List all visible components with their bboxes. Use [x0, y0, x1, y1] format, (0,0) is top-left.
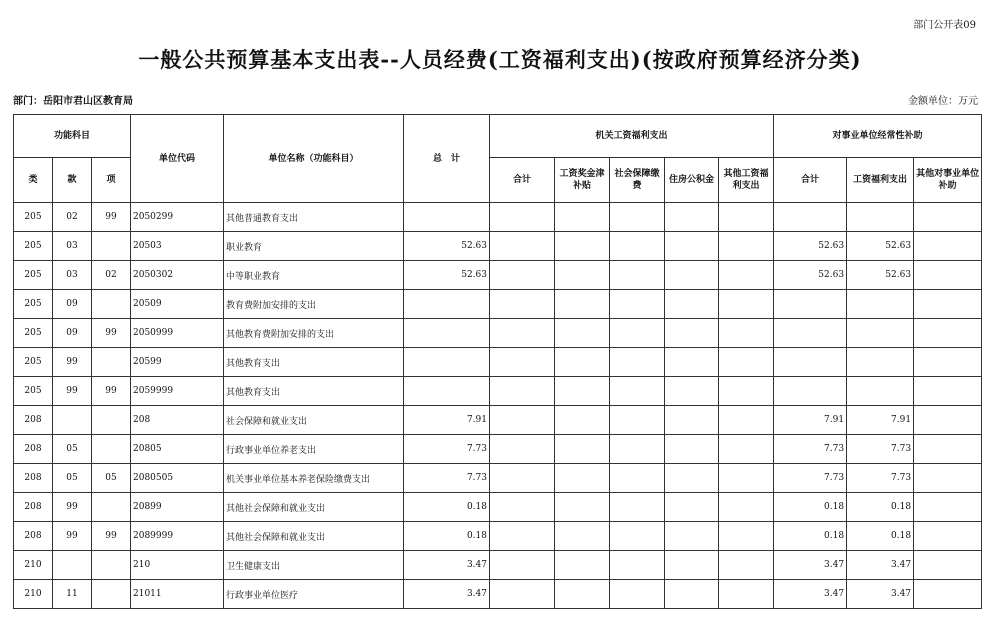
cell-unit-name: 其他教育支出	[224, 377, 404, 406]
cell-inst-subtotal: 7.73	[774, 464, 847, 493]
cell-unit-name: 教育费附加安排的支出	[224, 290, 404, 319]
cell-inst-subtotal	[774, 348, 847, 377]
cell-organ-social	[610, 348, 665, 377]
cell-inst-subtotal: 52.63	[774, 261, 847, 290]
cell-organ-housing	[665, 348, 719, 377]
cell-lei: 205	[14, 232, 53, 261]
cell-total	[404, 203, 490, 232]
cell-organ-social	[610, 580, 665, 609]
cell-organ-housing	[665, 261, 719, 290]
cell-organ-bonus	[555, 551, 610, 580]
cell-inst-wage	[847, 348, 914, 377]
cell-inst-other	[914, 377, 982, 406]
cell-organ-subtotal	[490, 551, 555, 580]
cell-unit-code: 2050999	[131, 319, 224, 348]
header-unit-name: 单位名称（功能科目）	[224, 115, 404, 203]
cell-xiang: 99	[92, 377, 131, 406]
cell-organ-social	[610, 319, 665, 348]
cell-xiang: 02	[92, 261, 131, 290]
cell-lei: 205	[14, 261, 53, 290]
table-row	[14, 580, 982, 609]
cell-unit-code: 20503	[131, 232, 224, 261]
cell-unit-name: 其他社会保障和就业支出	[224, 522, 404, 551]
cell-organ-social	[610, 290, 665, 319]
cell-inst-wage	[847, 377, 914, 406]
cell-organ-subtotal	[490, 348, 555, 377]
cell-organ-social	[610, 435, 665, 464]
cell-inst-other	[914, 232, 982, 261]
header-total: 总 计	[404, 115, 490, 203]
cell-unit-code: 21011	[131, 580, 224, 609]
cell-organ-bonus	[555, 319, 610, 348]
cell-organ-subtotal	[490, 203, 555, 232]
cell-inst-other	[914, 348, 982, 377]
cell-total	[404, 348, 490, 377]
cell-organ-other	[719, 319, 774, 348]
cell-unit-code: 2080505	[131, 464, 224, 493]
cell-organ-bonus	[555, 203, 610, 232]
cell-xiang	[92, 290, 131, 319]
cell-inst-subtotal: 3.47	[774, 580, 847, 609]
header-organ-other: 其他工资福利支出	[719, 158, 774, 203]
cell-organ-housing	[665, 435, 719, 464]
cell-inst-subtotal: 7.91	[774, 406, 847, 435]
header-organ-housing: 住房公积金	[665, 158, 719, 203]
table-row	[14, 203, 982, 232]
cell-unit-code: 2050302	[131, 261, 224, 290]
cell-xiang	[92, 493, 131, 522]
cell-lei: 205	[14, 290, 53, 319]
table-row	[14, 406, 982, 435]
cell-lei: 205	[14, 319, 53, 348]
cell-total: 7.73	[404, 464, 490, 493]
cell-organ-bonus	[555, 261, 610, 290]
cell-lei: 208	[14, 493, 53, 522]
cell-lei: 205	[14, 348, 53, 377]
cell-inst-wage: 3.47	[847, 580, 914, 609]
cell-lei: 210	[14, 580, 53, 609]
header-func-subject: 功能科目	[14, 115, 131, 158]
cell-organ-subtotal	[490, 319, 555, 348]
header-organ-bonus: 工资奖金津补贴	[555, 158, 610, 203]
cell-unit-name: 行政事业单位养老支出	[224, 435, 404, 464]
table-row	[14, 348, 982, 377]
cell-inst-other	[914, 261, 982, 290]
cell-organ-housing	[665, 493, 719, 522]
cell-xiang	[92, 580, 131, 609]
cell-total	[404, 290, 490, 319]
table-row	[14, 232, 982, 261]
header-kuan: 款	[53, 158, 92, 203]
table-row	[14, 551, 982, 580]
cell-kuan: 99	[53, 493, 92, 522]
cell-xiang: 05	[92, 464, 131, 493]
cell-lei: 205	[14, 203, 53, 232]
header-inst-subtotal: 合计	[774, 158, 847, 203]
cell-inst-wage: 7.73	[847, 435, 914, 464]
cell-unit-code: 2050299	[131, 203, 224, 232]
cell-organ-subtotal	[490, 377, 555, 406]
cell-unit-name: 其他教育费附加安排的支出	[224, 319, 404, 348]
cell-organ-housing	[665, 406, 719, 435]
header-organ-social: 社会保障缴费	[610, 158, 665, 203]
cell-inst-other	[914, 319, 982, 348]
cell-unit-name: 职业教育	[224, 232, 404, 261]
cell-kuan	[53, 406, 92, 435]
cell-kuan: 02	[53, 203, 92, 232]
budget-table-body	[14, 203, 982, 609]
cell-kuan: 09	[53, 319, 92, 348]
cell-lei: 208	[14, 435, 53, 464]
cell-kuan: 05	[53, 464, 92, 493]
table-row	[14, 522, 982, 551]
cell-kuan: 09	[53, 290, 92, 319]
cell-unit-code: 20805	[131, 435, 224, 464]
cell-inst-subtotal: 3.47	[774, 551, 847, 580]
cell-organ-subtotal	[490, 493, 555, 522]
table-row	[14, 464, 982, 493]
cell-inst-subtotal: 0.18	[774, 493, 847, 522]
cell-organ-housing	[665, 522, 719, 551]
budget-table	[13, 114, 982, 609]
cell-organ-other	[719, 261, 774, 290]
cell-unit-code: 20899	[131, 493, 224, 522]
cell-organ-subtotal	[490, 464, 555, 493]
cell-unit-code: 20599	[131, 348, 224, 377]
cell-inst-wage: 52.63	[847, 232, 914, 261]
header-unit-code: 单位代码	[131, 115, 224, 203]
cell-inst-wage: 7.73	[847, 464, 914, 493]
cell-total: 7.91	[404, 406, 490, 435]
cell-total: 0.18	[404, 493, 490, 522]
cell-organ-subtotal	[490, 406, 555, 435]
cell-total: 3.47	[404, 551, 490, 580]
cell-inst-other	[914, 551, 982, 580]
table-row	[14, 493, 982, 522]
cell-total: 52.63	[404, 261, 490, 290]
table-row	[14, 261, 982, 290]
cell-inst-subtotal: 7.73	[774, 435, 847, 464]
cell-organ-other	[719, 580, 774, 609]
cell-organ-housing	[665, 377, 719, 406]
cell-organ-social	[610, 493, 665, 522]
cell-kuan: 99	[53, 522, 92, 551]
cell-kuan: 05	[53, 435, 92, 464]
cell-organ-other	[719, 493, 774, 522]
cell-unit-name: 机关事业单位基本养老保险缴费支出	[224, 464, 404, 493]
cell-inst-subtotal	[774, 377, 847, 406]
cell-xiang	[92, 406, 131, 435]
cell-total: 52.63	[404, 232, 490, 261]
header-organ-subtotal: 合计	[490, 158, 555, 203]
header-inst-other: 其他对事业单位补助	[914, 158, 982, 203]
cell-organ-subtotal	[490, 261, 555, 290]
cell-unit-code: 210	[131, 551, 224, 580]
cell-unit-name: 中等职业教育	[224, 261, 404, 290]
cell-inst-other	[914, 493, 982, 522]
header-inst-wage: 工资福利支出	[847, 158, 914, 203]
cell-kuan: 03	[53, 232, 92, 261]
department-label: 部门：岳阳市君山区教育局	[13, 96, 133, 107]
cell-organ-other	[719, 290, 774, 319]
header-xiang: 项	[92, 158, 131, 203]
cell-organ-bonus	[555, 406, 610, 435]
cell-inst-wage	[847, 290, 914, 319]
cell-organ-subtotal	[490, 290, 555, 319]
cell-inst-subtotal: 52.63	[774, 232, 847, 261]
page-title: 一般公共预算基本支出表--人员经费(工资福利支出)(按政府预算经济分类)	[138, 47, 862, 72]
cell-kuan: 03	[53, 261, 92, 290]
cell-organ-social	[610, 522, 665, 551]
cell-organ-bonus	[555, 493, 610, 522]
cell-lei: 208	[14, 406, 53, 435]
cell-organ-housing	[665, 290, 719, 319]
cell-lei: 210	[14, 551, 53, 580]
cell-organ-social	[610, 261, 665, 290]
cell-inst-other	[914, 435, 982, 464]
cell-inst-other	[914, 406, 982, 435]
table-row	[14, 435, 982, 464]
cell-organ-subtotal	[490, 522, 555, 551]
cell-inst-wage	[847, 319, 914, 348]
cell-lei: 205	[14, 377, 53, 406]
cell-kuan: 99	[53, 377, 92, 406]
cell-organ-other	[719, 435, 774, 464]
header-inst-group: 对事业单位经常性补助	[774, 115, 982, 158]
cell-organ-social	[610, 232, 665, 261]
cell-organ-social	[610, 203, 665, 232]
cell-inst-subtotal: 0.18	[774, 522, 847, 551]
cell-total: 7.73	[404, 435, 490, 464]
cell-xiang	[92, 232, 131, 261]
cell-unit-code: 208	[131, 406, 224, 435]
cell-organ-bonus	[555, 464, 610, 493]
cell-total: 0.18	[404, 522, 490, 551]
cell-inst-subtotal	[774, 290, 847, 319]
cell-inst-other	[914, 464, 982, 493]
cell-kuan: 11	[53, 580, 92, 609]
cell-organ-social	[610, 551, 665, 580]
cell-inst-wage: 3.47	[847, 551, 914, 580]
cell-organ-bonus	[555, 290, 610, 319]
cell-kuan	[53, 551, 92, 580]
cell-total	[404, 319, 490, 348]
cell-organ-other	[719, 464, 774, 493]
cell-total	[404, 377, 490, 406]
cell-organ-social	[610, 377, 665, 406]
amount-unit-label: 金额单位：万元	[908, 96, 978, 107]
cell-inst-wage	[847, 203, 914, 232]
cell-organ-subtotal	[490, 232, 555, 261]
cell-inst-subtotal	[774, 203, 847, 232]
cell-unit-code: 2089999	[131, 522, 224, 551]
cell-organ-bonus	[555, 377, 610, 406]
cell-inst-subtotal	[774, 319, 847, 348]
cell-inst-other	[914, 290, 982, 319]
cell-unit-name: 其他社会保障和就业支出	[224, 493, 404, 522]
cell-organ-housing	[665, 551, 719, 580]
cell-unit-name: 其他普通教育支出	[224, 203, 404, 232]
cell-unit-name: 社会保障和就业支出	[224, 406, 404, 435]
cell-organ-other	[719, 406, 774, 435]
cell-organ-social	[610, 406, 665, 435]
cell-inst-wage: 0.18	[847, 522, 914, 551]
table-row	[14, 377, 982, 406]
header-lei: 类	[14, 158, 53, 203]
cell-organ-other	[719, 232, 774, 261]
cell-total: 3.47	[404, 580, 490, 609]
table-row	[14, 319, 982, 348]
cell-organ-housing	[665, 232, 719, 261]
cell-xiang: 99	[92, 319, 131, 348]
cell-organ-bonus	[555, 348, 610, 377]
cell-organ-bonus	[555, 580, 610, 609]
cell-kuan: 99	[53, 348, 92, 377]
cell-organ-housing	[665, 464, 719, 493]
cell-unit-name: 行政事业单位医疗	[224, 580, 404, 609]
cell-unit-name: 卫生健康支出	[224, 551, 404, 580]
cell-organ-housing	[665, 319, 719, 348]
cell-organ-housing	[665, 580, 719, 609]
cell-xiang	[92, 551, 131, 580]
cell-unit-name: 其他教育支出	[224, 348, 404, 377]
cell-organ-other	[719, 522, 774, 551]
cell-xiang	[92, 435, 131, 464]
cell-organ-other	[719, 203, 774, 232]
cell-organ-other	[719, 377, 774, 406]
cell-organ-subtotal	[490, 435, 555, 464]
form-number: 部门公开表09	[913, 20, 976, 31]
table-row	[14, 290, 982, 319]
cell-organ-other	[719, 348, 774, 377]
cell-xiang: 99	[92, 203, 131, 232]
cell-organ-social	[610, 464, 665, 493]
cell-inst-wage: 52.63	[847, 261, 914, 290]
cell-organ-subtotal	[490, 580, 555, 609]
cell-inst-other	[914, 203, 982, 232]
cell-organ-bonus	[555, 522, 610, 551]
cell-unit-code: 2059999	[131, 377, 224, 406]
cell-organ-bonus	[555, 435, 610, 464]
header-organ-group: 机关工资福利支出	[490, 115, 774, 158]
cell-unit-code: 20509	[131, 290, 224, 319]
cell-inst-other	[914, 522, 982, 551]
cell-inst-wage: 7.91	[847, 406, 914, 435]
cell-organ-other	[719, 551, 774, 580]
cell-xiang: 99	[92, 522, 131, 551]
cell-lei: 208	[14, 464, 53, 493]
cell-organ-housing	[665, 203, 719, 232]
cell-lei: 208	[14, 522, 53, 551]
cell-inst-wage: 0.18	[847, 493, 914, 522]
cell-organ-bonus	[555, 232, 610, 261]
cell-xiang	[92, 348, 131, 377]
cell-inst-other	[914, 580, 982, 609]
